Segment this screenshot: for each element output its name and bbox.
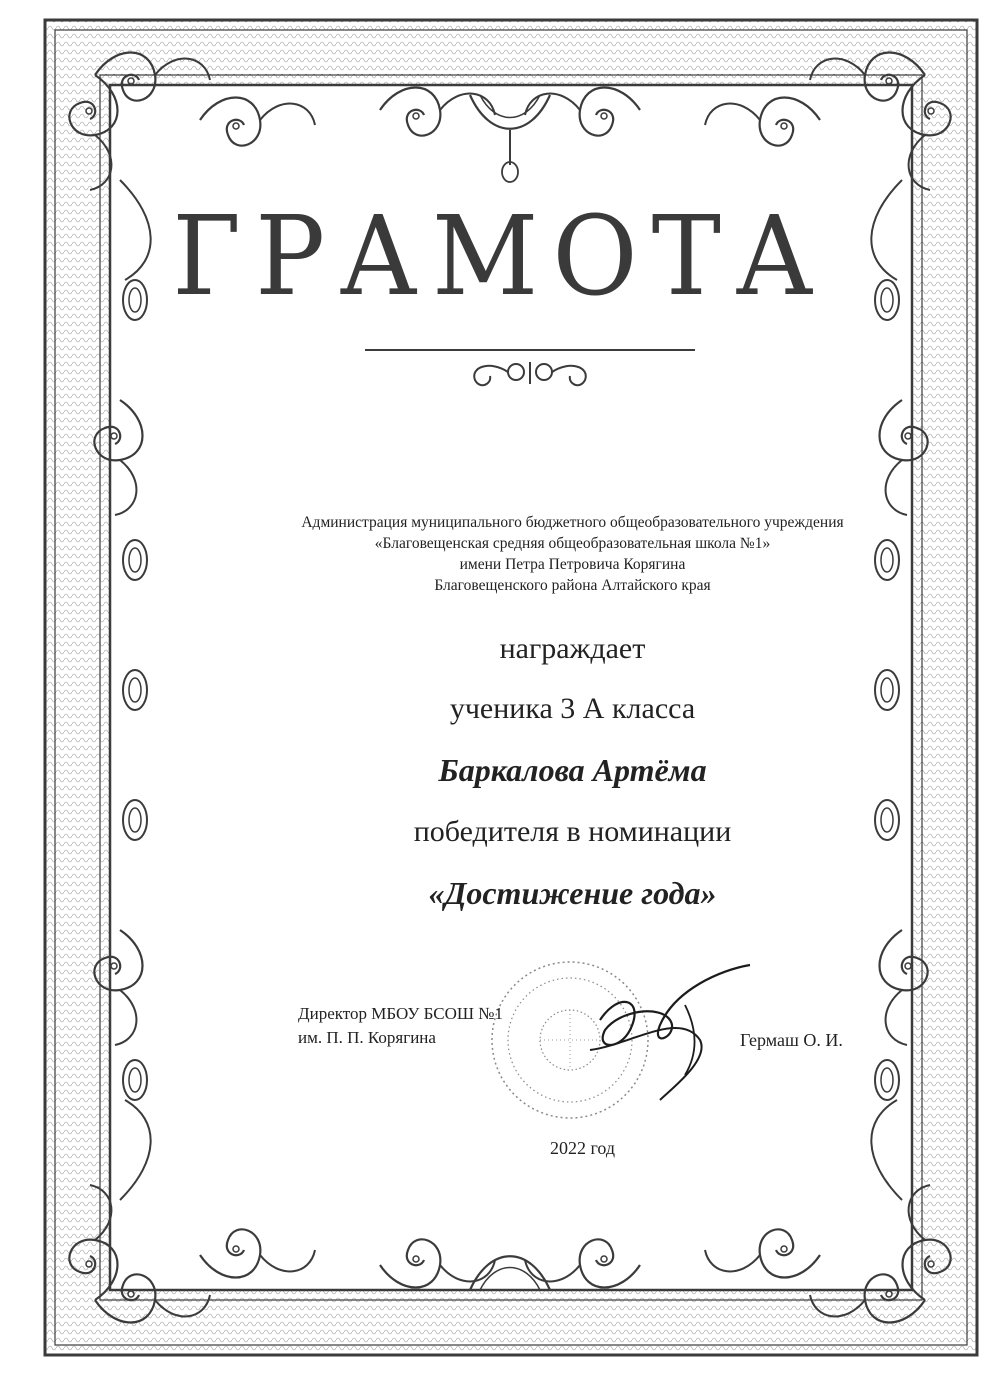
organization-line: Администрация муниципального бюджетного общеобразовательного учреждения [301,514,844,531]
organization-line: «Благовещенская средняя общеобразовательная школа №1» [374,535,771,552]
school-stamp-and-signature [470,950,770,1130]
organization-line: имени Петра Петровича Корягина [459,556,686,573]
award-reason: победителя в номинации [413,815,732,848]
signatory-name: Гермаш О. И. [740,1030,843,1050]
signatory-position [298,1002,503,1050]
organization-block [200,512,945,596]
signatory-position-line: Директор МБОУ БСОШ №1 [298,1004,503,1023]
student-name: Баркалова Артёма [438,752,707,788]
certificate-year: 2022 год [549,1138,616,1158]
organization-line: Благовещенского района Алтайского края [434,577,711,594]
nomination-title: «Достижение года» [428,875,717,911]
signatory-position-line: им. П. П. Корягина [298,1028,436,1047]
awards-verb: награждает [499,632,646,665]
certificate-title: ГРАМОТА [172,191,828,321]
student-class: ученика 3 А класса [449,692,696,725]
